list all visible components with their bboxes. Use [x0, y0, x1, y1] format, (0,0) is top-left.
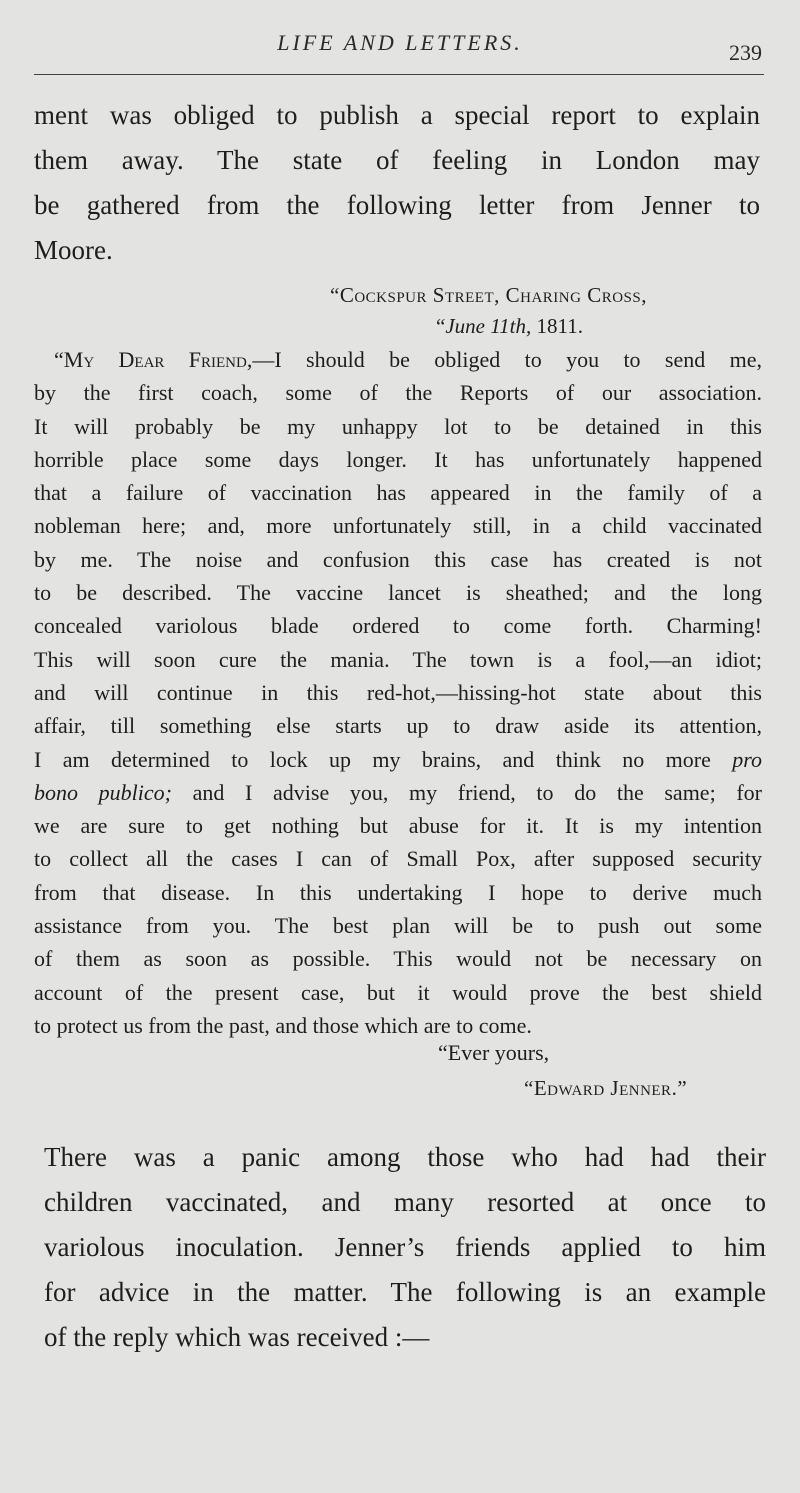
date-day: June 11th,	[445, 314, 532, 338]
text-line: by me. The noise and confusion this case has created is not	[34, 546, 762, 572]
text-line: variolous inoculation. Jenner’s friends applied to him	[44, 1232, 766, 1262]
date-year: 1811.	[531, 314, 583, 338]
intro-paragraph	[34, 93, 760, 273]
letter-address: “Cockspur Street, Charing Cross,	[330, 283, 647, 307]
header-rule	[34, 74, 764, 75]
text-line: nobleman here; and, more unfortunately still, in a child vaccinated	[34, 513, 762, 539]
letter-closing: “Ever yours,	[438, 1040, 550, 1065]
latin-line-rest: and I advise you, my friend, to do the same; for	[171, 779, 762, 805]
text-line: affair, till something else starts up to draw aside its attention,	[34, 713, 762, 739]
text-line: of the reply which was received :—	[44, 1322, 430, 1352]
text-line: ment was obliged to publish a special report to explain	[34, 100, 760, 130]
text-line: and will continue in this red-hot,—hissing-hot state about this	[34, 679, 762, 705]
text-line: by the first coach, some of the Reports of our association.	[34, 380, 762, 406]
text-line: to collect all the cases I can of Small Pox, after supposed security	[34, 846, 762, 872]
date-open-quote: “	[436, 314, 446, 338]
text-line: from that disease. In this undertaking I hope to derive much	[34, 879, 762, 905]
text-line: children vaccinated, and many resorted at once to	[44, 1187, 766, 1217]
letter-signature: “Edward Jenner.”	[524, 1076, 688, 1100]
latin-bono-publico: bono publico;	[34, 779, 172, 805]
letter-first-line	[34, 343, 762, 376]
text-line: them away. The state of feeling in London may	[34, 145, 760, 175]
text-line	[34, 776, 762, 809]
letter-date	[436, 314, 583, 339]
text-line: for advice in the matter. The following is an example	[44, 1277, 766, 1307]
text-line: be gathered from the following letter from Jenner to	[34, 190, 760, 220]
final-paragraph	[44, 1135, 766, 1360]
text-line: This will soon cure the mania. The town is a fool,—an idiot;	[34, 646, 762, 672]
text-line: It will probably be my unhappy lot to be detained in this	[34, 413, 762, 439]
text-line: concealed variolous blade ordered to come forth. Charming!	[34, 613, 762, 639]
running-header-title: LIFE AND LETTERS.	[277, 30, 523, 55]
text-line: There was a panic among those who had had their	[44, 1142, 766, 1172]
text-line	[34, 743, 762, 776]
letter-body	[34, 343, 762, 1042]
letter-first-text: —I should be obliged to you to send me,	[252, 347, 763, 372]
text-line: account of the present case, but it would prove the best shield	[34, 979, 762, 1005]
text-line: that a failure of vaccination has appeared in the family of a	[34, 480, 762, 506]
latin-pro: pro	[732, 746, 762, 772]
text-line: Moore.	[34, 235, 113, 265]
text-line: to protect us from the past, and those which are to come.	[34, 1012, 532, 1038]
text-line: to be described. The vaccine lancet is sheathed; and the long	[34, 580, 762, 606]
text-line: horrible place some days longer. It has unfortunately happened	[34, 446, 762, 472]
text-line: of them as soon as possible. This would not be necessary on	[34, 946, 762, 972]
page-number: 239	[729, 40, 762, 65]
text-line: assistance from you. The best plan will be to push out some	[34, 913, 762, 939]
letter-salutation: “My Dear Friend,	[54, 347, 253, 372]
text-line: we are sure to get nothing but abuse for it. It is my intention	[34, 813, 762, 839]
latin-line-start: I am determined to lock up my brains, and think no more	[34, 746, 733, 772]
